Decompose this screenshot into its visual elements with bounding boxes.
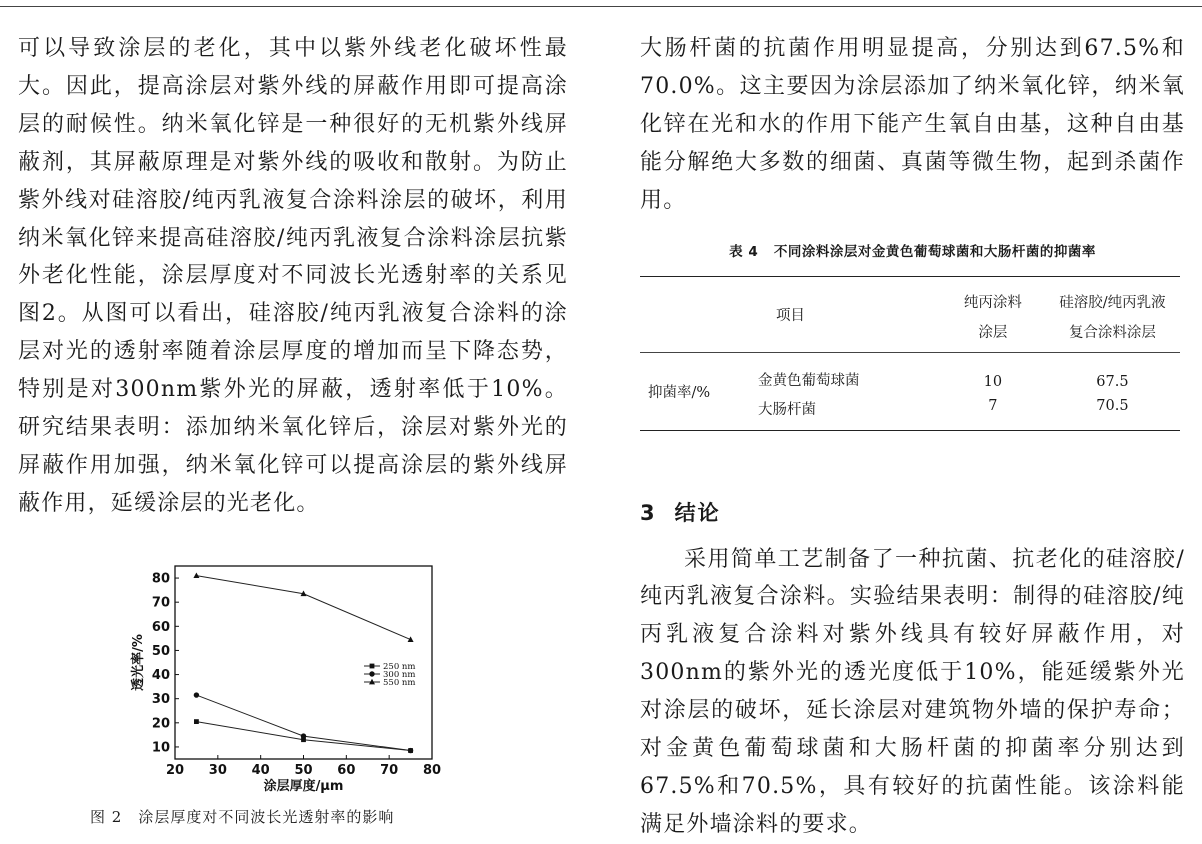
header-col1-line1: 纯丙涂料 bbox=[963, 295, 1022, 312]
figure-2 bbox=[110, 556, 460, 796]
y-tick-label: 70 bbox=[151, 595, 170, 611]
series-point bbox=[408, 748, 413, 753]
section-number: 3 bbox=[640, 500, 657, 525]
row-label: 大肠杆菌 bbox=[758, 402, 816, 419]
left-column bbox=[18, 30, 568, 523]
y-tick-label: 20 bbox=[151, 716, 170, 732]
y-tick-label: 40 bbox=[151, 668, 170, 684]
x-tick-label: 60 bbox=[337, 763, 356, 778]
cell-value: 67.5 bbox=[1096, 374, 1129, 391]
section-title: 结论 bbox=[674, 500, 721, 525]
conclusion-paragraph: 采用简单工艺制备了一种抗菌、抗老化的硅溶胶/纯丙乳液复合涂料。实验结果表明：制得的硅溶胶/纯丙乳液复合涂料对紫外线具有较好屏蔽作用，对300nm的紫外光的透光度低于10%，能延缓紫外光对涂层的破坏，延长涂层对建筑物外墙的保护寿命；对金黄色葡萄球菌和大肠杆菌的抑菌率分别达到67.5%和70.5%，具有较好的抗菌性能。该涂料能满足外墙涂料的要求。 bbox=[640, 546, 1185, 837]
series-point bbox=[194, 719, 199, 724]
series-point bbox=[369, 671, 374, 676]
series-point bbox=[194, 692, 199, 697]
x-tick-label: 40 bbox=[251, 763, 270, 778]
transmittance-chart bbox=[110, 556, 460, 796]
table-number: 表 4 bbox=[729, 243, 759, 260]
header-item: 项目 bbox=[775, 307, 805, 324]
table-caption bbox=[640, 240, 1185, 260]
section-heading bbox=[640, 497, 1185, 527]
body-paragraph: 可以导致涂层的老化，其中以紫外线老化破坏性最大。因此，提高涂层对紫外线的屏蔽作用即可提高涂层的耐候性。纳米氧化锌是一种很好的无机紫外线屏蔽剂，其屏蔽原理是对紫外线的吸收和散射。为防止紫外线对硅溶胶/纯丙乳液复合涂料涂层的破坏，利用纳米氧化锌来提高硅溶胶/纯丙乳液复合涂料涂层抗紫外老化性能，涂层厚度对不同波长光透射率的关系见图2。从图可以看出，硅溶胶/纯丙乳液复合涂料的涂层对光的透射率随着涂层厚度的增加而呈下降态势，特别是对300nm紫外光的屏蔽，透射率低于10%。研究结果表明：添加纳米氧化锌后，涂层对紫外光的屏蔽作用加强，纳米氧化锌可以提高涂层的紫外线屏蔽作用，延缓涂层的光老化。 bbox=[18, 36, 568, 516]
top-rule bbox=[0, 6, 1202, 7]
x-tick-label: 70 bbox=[380, 763, 399, 778]
x-tick-label: 80 bbox=[422, 763, 442, 778]
figure-caption-text: 涂层厚度对不同波长光透射率的影响 bbox=[138, 808, 395, 826]
x-tick-label: 50 bbox=[294, 763, 313, 778]
y-tick-label: 30 bbox=[151, 692, 170, 708]
y-tick-label: 50 bbox=[151, 643, 170, 659]
legend-label: 550 nm bbox=[383, 678, 416, 688]
header-col1-line2: 涂层 bbox=[978, 325, 1008, 342]
row-label: 金黄色葡萄球菌 bbox=[758, 373, 860, 390]
row-group-label: 抑菌率/% bbox=[648, 384, 711, 401]
x-tick-label: 20 bbox=[165, 763, 185, 778]
cell-value: 7 bbox=[988, 398, 998, 415]
series-line bbox=[196, 695, 410, 750]
legend-label: 300 nm bbox=[383, 670, 416, 680]
series-line bbox=[196, 576, 410, 640]
y-tick-label: 80 bbox=[151, 571, 170, 587]
table-title: 不同涂料涂层对金黄色葡萄球菌和大肠杆菌的抑菌率 bbox=[773, 243, 1096, 260]
header-col2-line1: 硅溶胶/纯丙乳液 bbox=[1059, 295, 1166, 312]
series-point bbox=[193, 572, 199, 578]
series-point bbox=[301, 733, 306, 738]
cell-value: 70.5 bbox=[1096, 398, 1129, 415]
cell-value: 10 bbox=[983, 374, 1003, 391]
right-column bbox=[640, 30, 1185, 844]
x-tick-label: 30 bbox=[208, 763, 227, 778]
legend-label: 250 nm bbox=[383, 662, 416, 672]
y-tick-label: 60 bbox=[151, 619, 170, 635]
y-tick-label: 10 bbox=[151, 740, 170, 756]
y-axis-label: 透光率/% bbox=[131, 634, 146, 691]
x-axis-label: 涂层厚度/μm bbox=[263, 779, 344, 794]
figure-number: 图 2 bbox=[90, 808, 123, 826]
table-4 bbox=[640, 276, 1180, 431]
header-col2-line2: 复合涂料涂层 bbox=[1068, 325, 1156, 342]
figure-caption bbox=[90, 806, 394, 827]
body-paragraph-top: 大肠杆菌的抗菌作用明显提高，分别达到67.5%和70.0%。这主要因为涂层添加了纳米氧化锌，纳米氧化锌在光和水的作用下能产生氧自由基，这种自由基能分解绝大多数的细菌、真菌等微生物，起到杀菌作用。 bbox=[640, 36, 1185, 213]
series-point bbox=[370, 664, 375, 669]
